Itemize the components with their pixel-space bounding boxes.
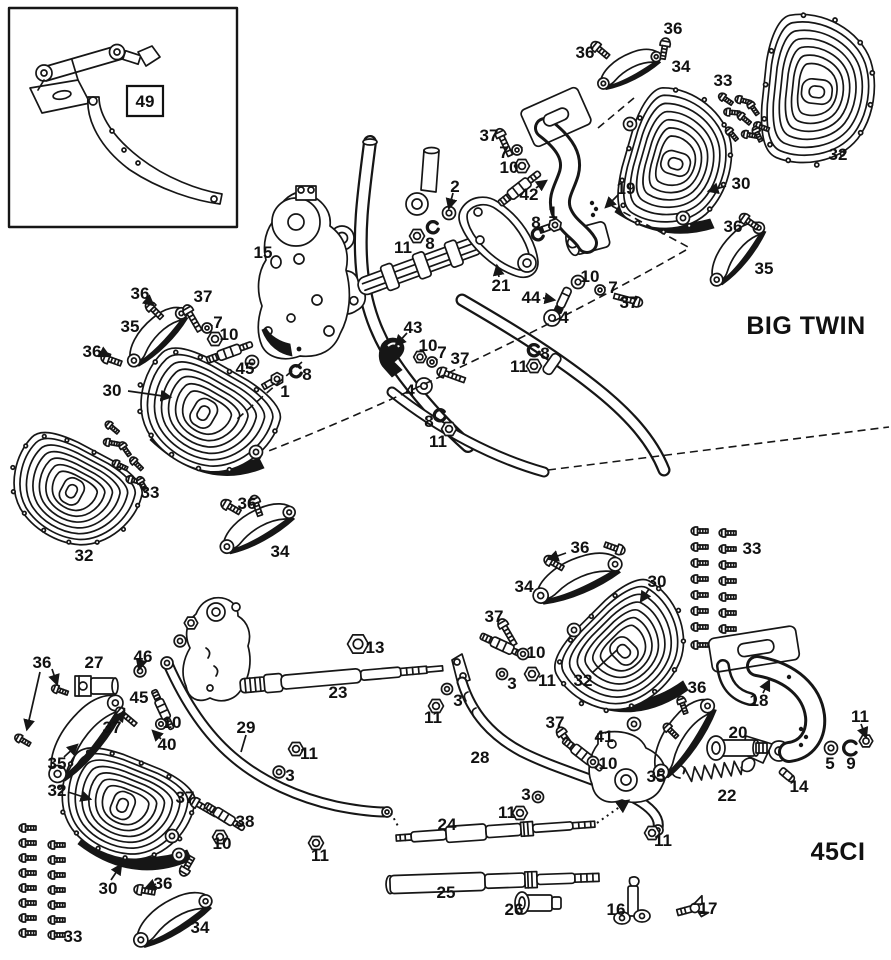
callout-5: 5 (825, 754, 835, 773)
part-36-screw (100, 352, 123, 369)
callout-37: 37 (479, 126, 499, 145)
callout-37: 37 (450, 349, 470, 368)
callout-8: 8 (302, 365, 312, 384)
callout-big-twin: BIG TWIN (746, 312, 866, 340)
callout-21: 21 (491, 276, 511, 295)
callout-10: 10 (212, 834, 232, 853)
callout-10: 10 (580, 267, 600, 286)
callout-11: 11 (424, 708, 442, 727)
callout-7: 7 (608, 278, 618, 297)
callout-36: 36 (570, 538, 590, 557)
part-8-lockwasher (427, 222, 438, 233)
callout-30: 30 (98, 879, 118, 898)
callout-3: 3 (285, 766, 295, 785)
part-27-bushing (75, 676, 118, 696)
callout-35: 35 (754, 259, 774, 278)
callout-3: 3 (507, 674, 517, 693)
inset-figure (9, 8, 237, 227)
callout-35: 35 (47, 754, 67, 773)
callout-3: 3 (521, 785, 531, 804)
callout-15: 15 (253, 243, 273, 262)
callout-10: 10 (162, 713, 182, 732)
callout-34: 34 (190, 918, 210, 937)
callout-1: 1 (548, 203, 558, 222)
callout-8: 8 (424, 412, 434, 431)
callout-22: 22 (717, 786, 737, 805)
part-36-screw (658, 37, 671, 59)
callout-49: 49 (135, 92, 155, 111)
callout-10: 10 (499, 158, 519, 177)
callout-32: 32 (828, 145, 848, 164)
callout-10: 10 (418, 336, 438, 355)
callout-34: 34 (514, 577, 534, 596)
callout-19: 19 (616, 179, 636, 198)
callout-36: 36 (130, 284, 150, 303)
callout-11: 11 (510, 357, 528, 376)
callout-37: 37 (102, 718, 122, 737)
callout-11: 11 (311, 846, 329, 865)
callout-33: 33 (742, 539, 762, 558)
callout-45ci: 45CI (810, 838, 866, 866)
callout-30: 30 (102, 381, 122, 400)
callout-7: 7 (213, 313, 223, 332)
part-24-rod (396, 816, 596, 846)
callout-32: 32 (573, 671, 593, 690)
callout-44: 44 (521, 288, 541, 307)
callout-20: 20 (728, 723, 748, 742)
callout-27: 27 (84, 653, 104, 672)
callout-8: 8 (540, 344, 550, 363)
callout-43: 43 (403, 318, 423, 337)
callout-36: 36 (687, 678, 707, 697)
callout-37: 37 (619, 293, 639, 312)
callout-37: 37 (175, 788, 195, 807)
part-32-footboard-pan-top-right (756, 10, 882, 172)
callout-45: 45 (235, 359, 255, 378)
part-2-washer (443, 207, 456, 220)
part-25-rod (386, 868, 599, 893)
callout-36: 36 (153, 874, 173, 893)
part-7-lockwasher (427, 357, 437, 367)
callout-46: 46 (133, 647, 153, 666)
part-29-footboard-rail-left (161, 598, 392, 817)
callout-36: 36 (723, 217, 743, 236)
callout-34: 34 (270, 542, 290, 561)
callout-28: 28 (470, 748, 490, 767)
callout-11: 11 (394, 238, 412, 257)
callout-36: 36 (82, 342, 102, 361)
callout-36: 36 (663, 19, 683, 38)
part-43-lever (379, 338, 404, 377)
callout-10: 10 (526, 643, 546, 662)
part-7-lockwasher (595, 285, 605, 295)
callout-26: 26 (504, 900, 524, 919)
frame-tubes (324, 139, 664, 472)
callout-37: 37 (484, 607, 504, 626)
callout-7: 7 (437, 343, 447, 362)
callout-24: 24 (437, 815, 457, 834)
callout-29: 29 (236, 718, 256, 737)
part-3-washer (441, 683, 452, 694)
part-7-lockwasher (202, 323, 212, 333)
callout-10: 10 (219, 325, 239, 344)
part-9-retaining-clip (844, 741, 856, 755)
part-37-screw (436, 366, 467, 385)
part-32-footboard-pan-lower-left (0, 420, 152, 567)
callout-4: 4 (405, 381, 415, 400)
callout-41: 41 (594, 727, 614, 746)
callout-32: 32 (47, 781, 67, 800)
callout-11: 11 (300, 744, 318, 763)
part-36-screw (51, 684, 70, 697)
callout-16: 16 (606, 900, 626, 919)
callout-35: 35 (120, 317, 140, 336)
part-4-washer (544, 310, 560, 326)
callout-34: 34 (671, 57, 691, 76)
callout-33: 33 (140, 483, 160, 502)
part-5-washer (825, 742, 838, 755)
callout-38: 38 (235, 812, 255, 831)
callout-36: 36 (32, 653, 52, 672)
part-36-screw (13, 733, 32, 748)
part-33-screw-columns-bottom-left (19, 824, 65, 939)
callout-30: 30 (647, 572, 667, 591)
callout-37: 37 (545, 713, 565, 732)
callout-11: 11 (851, 707, 869, 726)
callout-23: 23 (328, 683, 348, 702)
callout-11: 11 (538, 671, 556, 690)
callout-8: 8 (531, 213, 541, 232)
callout-25: 25 (436, 883, 456, 902)
callout-32: 32 (74, 546, 94, 565)
part-15-mounting-bracket (258, 186, 349, 359)
callout-36: 36 (237, 494, 257, 513)
callout-3: 3 (453, 691, 463, 710)
part-3-washer (273, 766, 285, 778)
part-11-nut (527, 360, 542, 373)
part-36-screw (661, 721, 680, 740)
callout-2: 2 (450, 177, 460, 196)
callout-14: 14 (789, 777, 809, 796)
callout-11: 11 (429, 432, 447, 451)
callout-18: 18 (749, 691, 769, 710)
callout-11: 11 (654, 831, 672, 850)
part-3-washer (496, 668, 507, 679)
callout-40: 40 (157, 735, 177, 754)
callout-42: 42 (519, 185, 539, 204)
callout-17: 17 (698, 899, 718, 918)
callout-13: 13 (365, 638, 385, 657)
callout-36: 36 (575, 43, 595, 62)
callout-33: 33 (713, 71, 733, 90)
callout-8: 8 (425, 234, 435, 253)
callout-10: 10 (598, 754, 618, 773)
callout-37: 37 (193, 287, 213, 306)
callout-11: 11 (498, 803, 516, 822)
callout-7: 7 (499, 143, 509, 162)
part-33-screw-columns-mid (691, 527, 736, 649)
callout-4: 4 (559, 308, 569, 327)
callout-30: 30 (731, 174, 751, 193)
callout-9: 9 (846, 754, 856, 773)
part-7-lockwasher (512, 145, 522, 155)
callout-1: 1 (280, 382, 290, 401)
callout-35: 35 (646, 767, 666, 786)
callout-33: 33 (63, 927, 83, 946)
part-3-washer (532, 791, 543, 802)
part-10-washer (587, 756, 598, 767)
callout-45: 45 (129, 688, 149, 707)
